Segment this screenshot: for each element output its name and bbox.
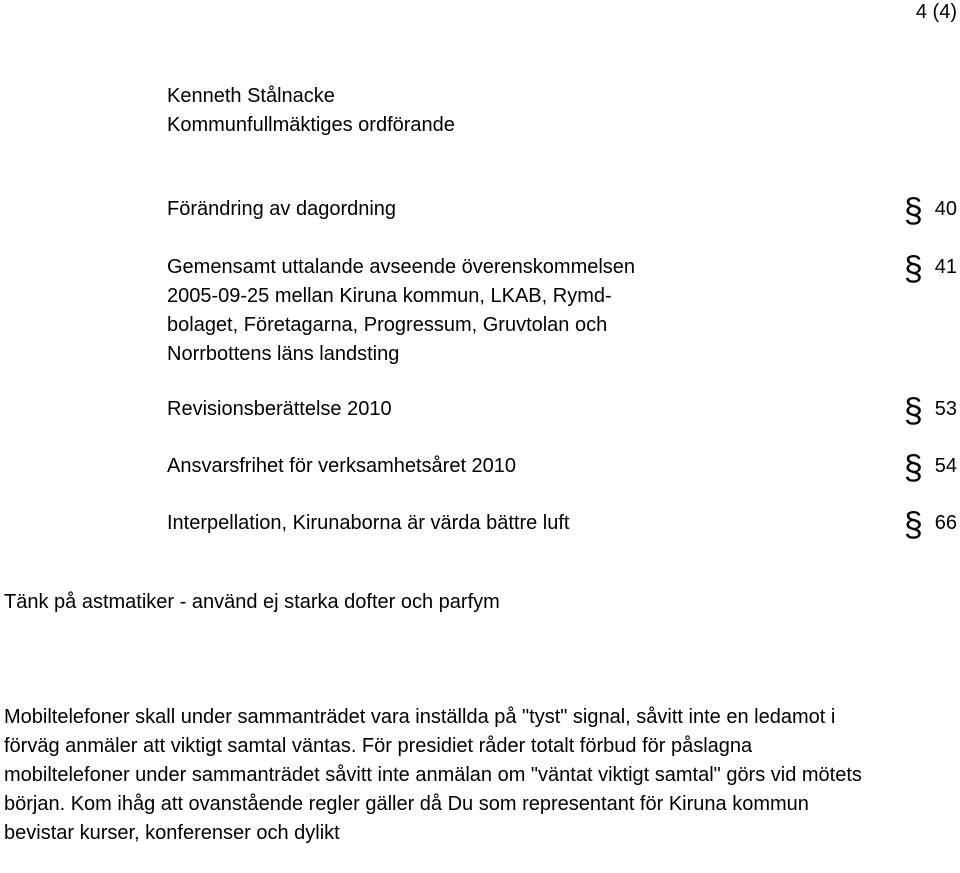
agenda-item-title: Ansvarsfrihet för verksamhetsåret 2010 bbox=[167, 455, 517, 477]
agenda-item-title bbox=[167, 253, 707, 369]
notice-heading: Tänk på astmatiker - använd ej starka dofter och parfym bbox=[4, 591, 500, 613]
signatory-name: Kenneth Stålnacke bbox=[167, 85, 335, 107]
title-line: bolaget, Företagarna, Progressum, Gruvtolan och bbox=[167, 314, 608, 336]
agenda-item-reference bbox=[903, 449, 957, 487]
agenda-item-interpellation bbox=[167, 506, 957, 544]
section-sign-icon: § bbox=[903, 449, 923, 487]
agenda-item-title: Interpellation, Kirunaborna är värda bättre luft bbox=[167, 512, 570, 534]
agenda-item-dagordning bbox=[167, 192, 957, 230]
agenda-item-gemensamt-uttalande bbox=[167, 250, 957, 369]
signatory-role: Kommunfullmäktiges ordförande bbox=[167, 114, 455, 136]
notice-body: Mobiltelefoner skall under sammanträdet vara inställda på "tyst" signal, såvitt inte en ledamot i förväg anmäler att viktigt samtal väntas. För presidiet råder totalt förbud för påslagna mobiltelefoner under sammanträdet såvitt inte anmälan om "väntat viktigt samtal" görs vid mötets början. Kom ihåg att ovanstående regler gäller då Du som representant för Kiruna kommun bevistar kurser, konferenser och dylikt bbox=[4, 706, 862, 844]
section-sign-icon: § bbox=[903, 250, 923, 288]
section-sign-icon: § bbox=[903, 392, 923, 430]
paragraph-number: 66 bbox=[934, 512, 957, 534]
title-line: Norrbottens läns landsting bbox=[167, 343, 400, 365]
agenda-item-ansvarsfrihet bbox=[167, 449, 957, 487]
paragraph-number: 54 bbox=[934, 455, 957, 477]
paragraph-number: 41 bbox=[934, 256, 957, 278]
section-sign-icon: § bbox=[903, 506, 923, 544]
agenda-item-title: Förändring av dagordning bbox=[167, 198, 397, 220]
paragraph-number: 40 bbox=[934, 198, 957, 220]
agenda-item-reference bbox=[903, 392, 957, 430]
agenda-item-revisionsberattelse bbox=[167, 392, 957, 430]
paragraph-number: 53 bbox=[934, 398, 957, 420]
title-line: 2005-09-25 mellan Kiruna kommun, LKAB, Rymd- bbox=[167, 285, 612, 307]
agenda-item-reference bbox=[903, 506, 957, 544]
title-line: Gemensamt uttalande avseende överenskommelsen bbox=[167, 256, 636, 278]
page-number: 4 (4) bbox=[915, 1, 957, 23]
agenda-item-title: Revisionsberättelse 2010 bbox=[167, 398, 392, 420]
signature-block bbox=[167, 82, 455, 140]
section-sign-icon: § bbox=[903, 192, 923, 230]
agenda-item-reference bbox=[903, 250, 957, 288]
agenda-item-reference bbox=[903, 192, 957, 230]
